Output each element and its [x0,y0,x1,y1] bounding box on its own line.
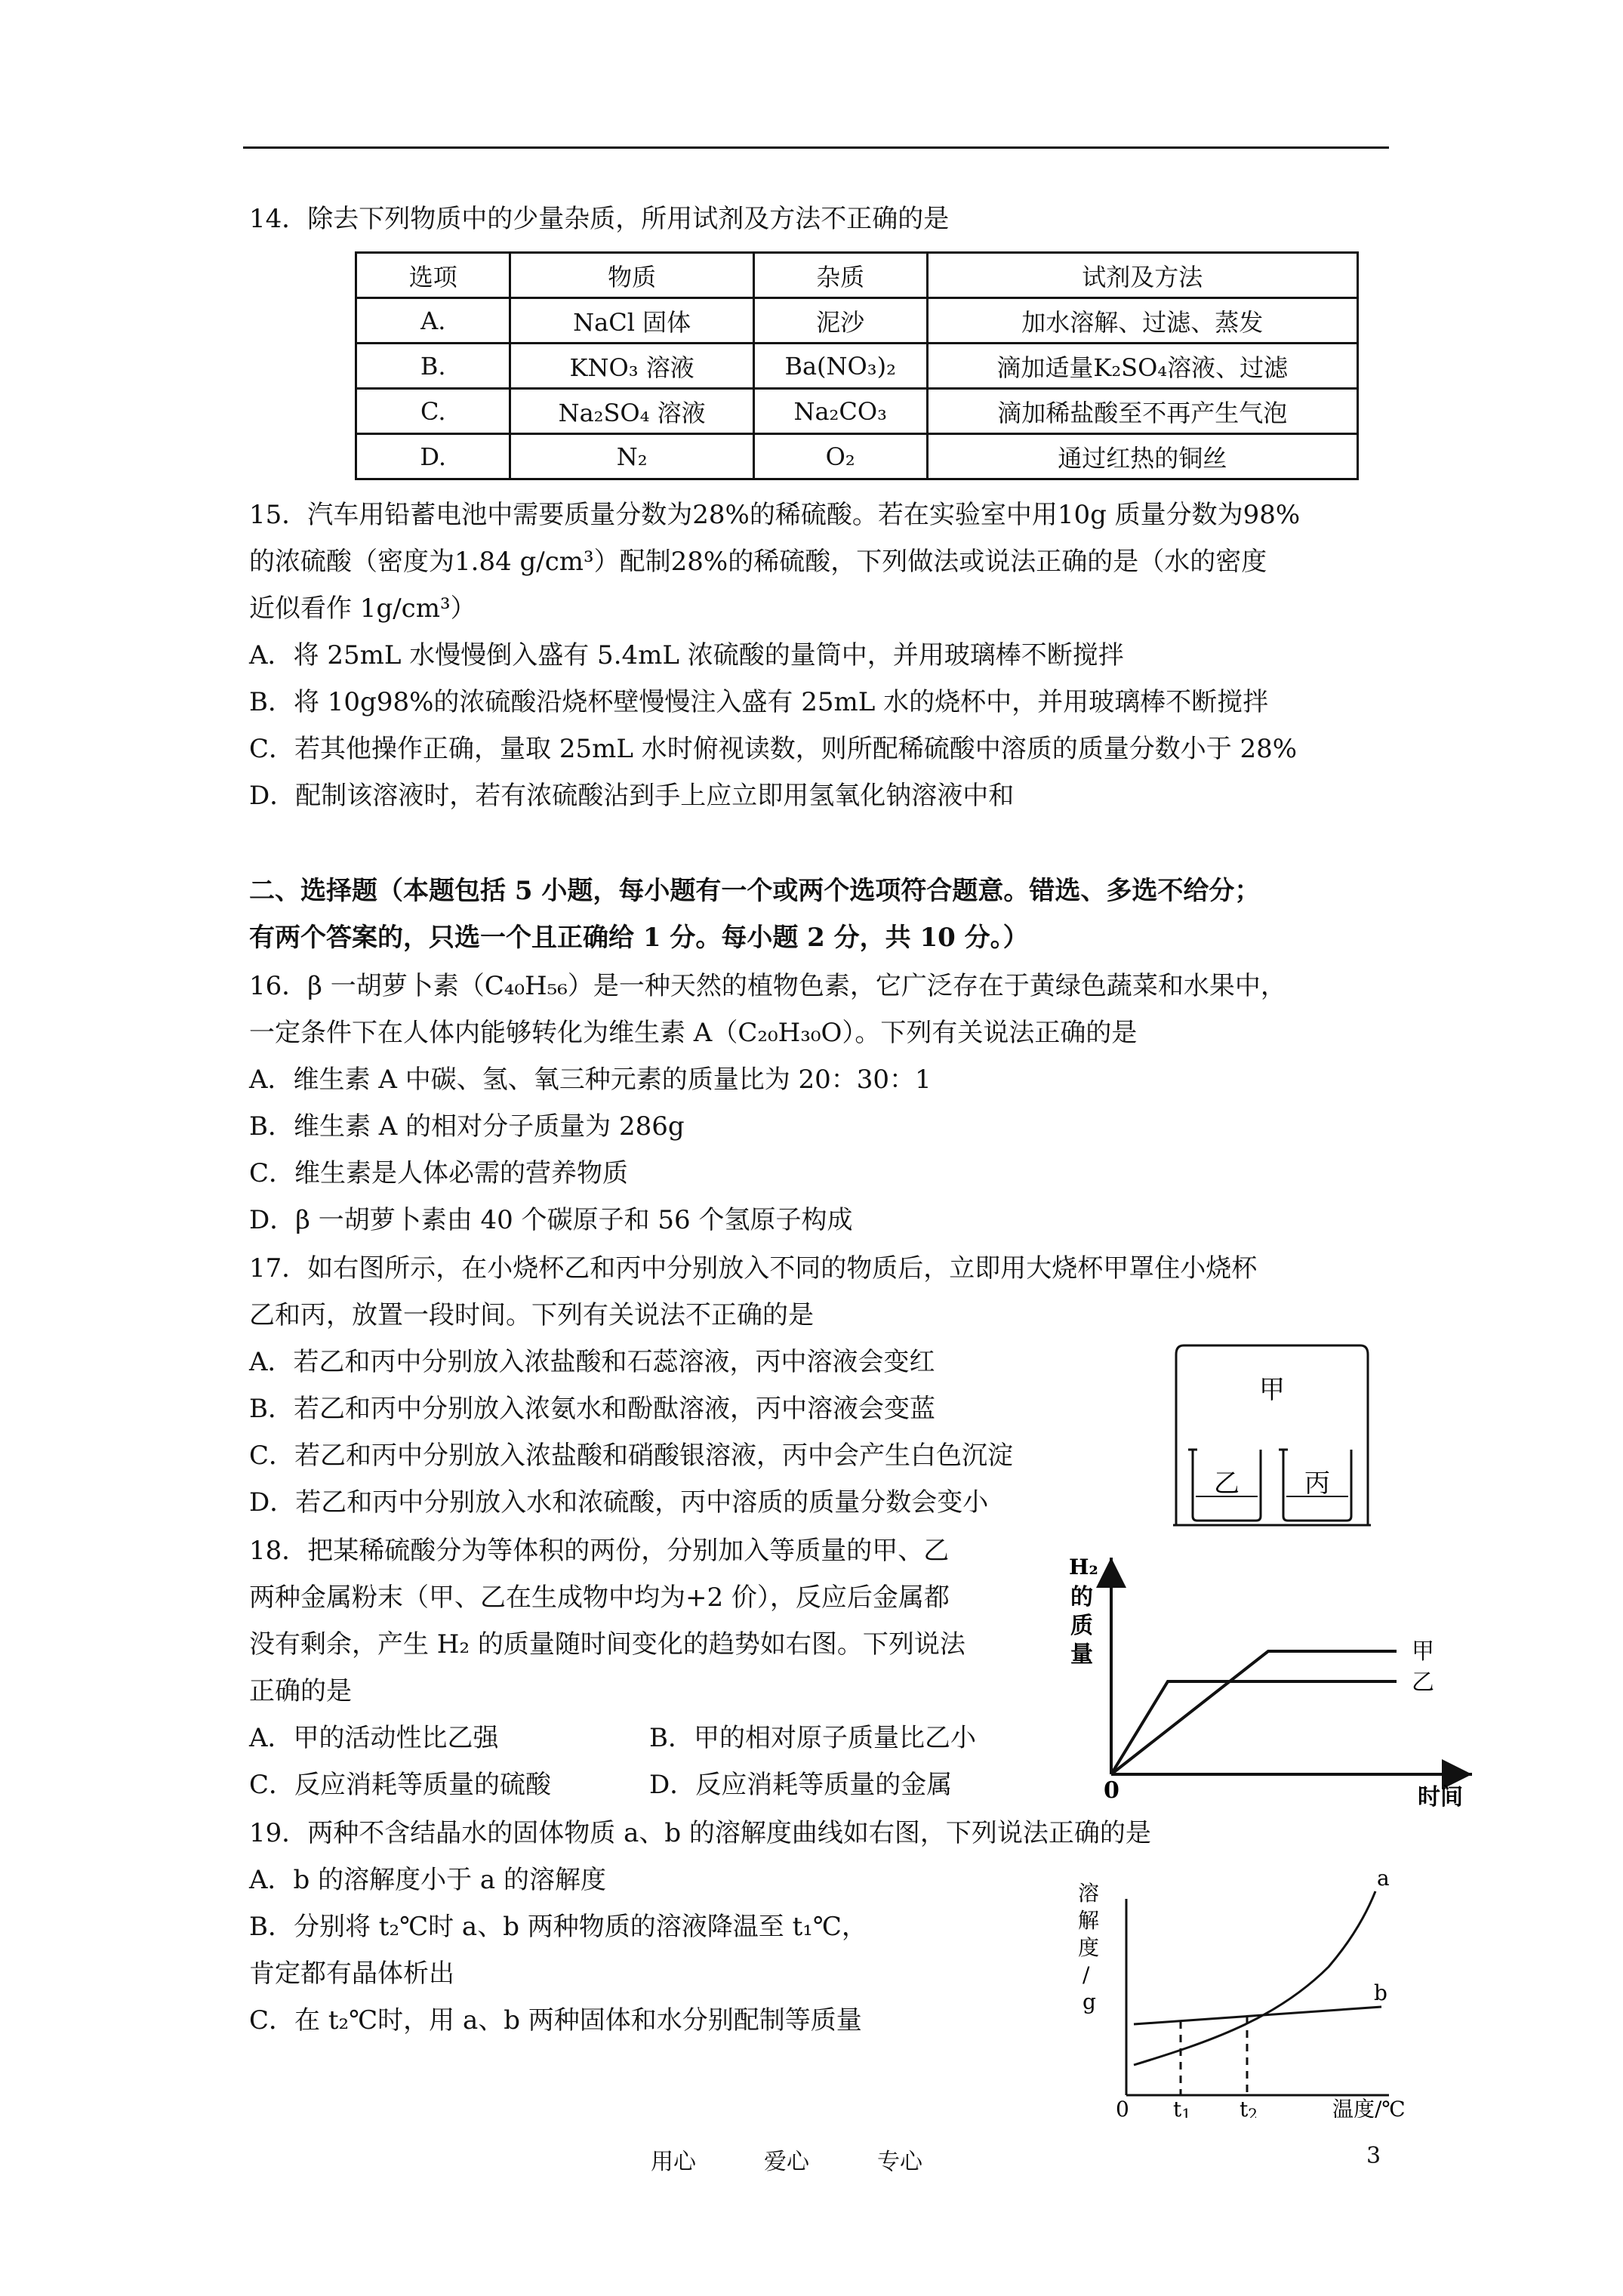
beaker-big-label: 甲 [1259,1375,1285,1405]
q16-option-b: B．维生素 A 的相对分子质量为 286g [249,1111,685,1142]
series-label-yi: 乙 [1412,1669,1434,1696]
beaker-figure [1163,1336,1381,1534]
q18-line: 两种金属粉末（甲、乙在生成物中均为+2 价），反应后金属都 [249,1583,950,1613]
q14-table [355,251,1359,480]
table-cell: 通过红热的铜丝 [927,434,1357,479]
table-cell: 滴加稀盐酸至不再产生气泡 [927,389,1357,434]
table-cell: C. [356,389,510,434]
q15-line: 15．汽车用铅蓄电池中需要质量分数为28%的稀硫酸。若在实验室中用10g 质量分数为98% [249,500,1301,530]
curve-b-label: b [1374,1980,1387,2005]
x-axis-label: 温度/℃ [1332,2097,1406,2118]
table-cell: 滴加适量K₂SO₄溶液、过滤 [927,344,1357,389]
q16-line: 一定条件下在人体内能够转化为维生素 A（C₂₀H₃₀O）。下列有关说法正确的是 [249,1018,1138,1048]
y-axis-label: 解 [1078,1908,1100,1933]
curve-a [1134,1891,1375,2065]
y-axis-label: 度 [1078,1935,1100,1960]
q19-option-a: A．b 的溶解度小于 a 的溶解度 [249,1865,607,1895]
table-header-cell: 杂质 [753,253,927,298]
y-axis-label: 的 [1070,1584,1093,1610]
section-heading: 二、选择题（本题包括 5 小题，每小题有一个或两个选项符合题意。错选、多选不给分； [249,876,1261,906]
q16-line: 16．β 一胡萝卜素（C₄₀H₅₆）是一种天然的植物色素，它广泛存在于黄绿色蔬菜和水果中， [249,971,1286,1001]
origin-label: 0 [1104,1777,1119,1804]
q17-line: 乙和丙，放置一段时间。下列有关说法不正确的是 [249,1300,814,1330]
table-header-cell: 选项 [356,253,510,298]
q19-option-b-cont: 肯定都有晶体析出 [249,1959,454,1989]
x-axis-label: 时间 [1418,1784,1463,1811]
table-header-row [356,253,1358,298]
table-cell: A. [356,298,510,344]
footer-left: 用心 [651,2149,696,2175]
table-cell: B. [356,344,510,389]
q19-line: 19．两种不含结晶水的固体物质 a、b 的溶解度曲线如右图，下列说法正确的是 [249,1818,1151,1848]
q15-line: 近似看作 1g/cm³） [249,593,476,624]
header-rule [243,146,1389,149]
q15-option-b: B．将 10g98%的浓硫酸沿烧杯壁慢慢注入盛有 25mL 水的烧杯中，并用玻璃棒不断搅拌 [249,687,1269,717]
q17-option-c: C．若乙和丙中分别放入浓盐酸和硝酸银溶液，丙中会产生白色沉淀 [249,1441,1014,1471]
table-cell: D. [356,434,510,479]
y-axis-label: H₂ [1069,1555,1098,1579]
table-cell: 泥沙 [753,298,927,344]
q18-option-c: C．反应消耗等质量的硫酸 [249,1770,552,1800]
h2-mass-graph [1064,1544,1487,1816]
beaker-right-label: 丙 [1304,1469,1330,1499]
q19-option-b: B．分别将 t₂℃时 a、b 两种物质的溶液降温至 t₁℃， [249,1912,867,1942]
table-row [356,298,1358,344]
table-header-cell: 物质 [510,253,753,298]
q18-option-a: A．甲的活动性比乙强 [249,1723,499,1753]
q17-line: 17．如右图所示，在小烧杯乙和丙中分别放入不同的物质后，立即用大烧杯甲罩住小烧杯 [249,1253,1258,1284]
page-number: 3 [1366,2143,1381,2169]
table-cell: Na₂CO₃ [753,389,927,434]
series-line-jia [1111,1651,1397,1774]
q15-option-c: C．若其他操作正确，量取 25mL 水时俯视读数，则所配稀硫酸中溶质的质量分数小于 28% [249,734,1298,764]
beaker-left-label: 乙 [1214,1469,1240,1499]
tick-t1: t1 [1173,2097,1191,2118]
table-header-cell: 试剂及方法 [927,253,1357,298]
table-row [356,389,1358,434]
table-row [356,344,1358,389]
solubility-graph [1072,1869,1434,2118]
q17-option-d: D．若乙和丙中分别放入水和浓硫酸，丙中溶质的质量分数会变小 [249,1487,989,1518]
table-cell: Na₂SO₄ 溶液 [510,389,753,434]
q18-line: 正确的是 [249,1676,352,1706]
q17-option-a: A．若乙和丙中分别放入浓盐酸和石蕊溶液，丙中溶液会变红 [249,1347,935,1377]
y-axis-label: g [1083,1989,1096,2014]
footer-mid: 爱心 [764,2149,809,2175]
q15-option-a: A．将 25mL 水慢慢倒入盛有 5.4mL 浓硫酸的量筒中，并用玻璃棒不断搅拌 [249,640,1124,670]
q14-stem: 14．除去下列物质中的少量杂质，所用试剂及方法不正确的是 [249,204,950,234]
footer-right: 专心 [877,2149,922,2175]
series-line-yi [1111,1681,1397,1774]
table-cell: NaCl 固体 [510,298,753,344]
q15-line: 的浓硫酸（密度为1.84 g/cm³）配制28%的稀硫酸，下列做法或说法正确的是（水的密度 [249,547,1267,577]
y-axis-label: 溶 [1078,1881,1100,1906]
q18-line: 没有剩余，产生 H₂ 的质量随时间变化的趋势如右图。下列说法 [249,1629,965,1660]
q18-option-b: B．甲的相对原子质量比乙小 [649,1723,976,1753]
origin-label: 0 [1116,2097,1129,2118]
section-heading: 有两个答案的，只选一个且正确给 1 分。每小题 2 分，共 10 分。） [249,923,1029,953]
table-cell: N₂ [510,434,753,479]
q19-option-c: C．在 t₂℃时，用 a、b 两种固体和水分别配制等质量 [249,2005,862,2036]
q16-option-c: C．维生素是人体必需的营养物质 [249,1158,629,1188]
curve-b [1134,2007,1381,2024]
table-cell: Ba(NO₃)₂ [753,344,927,389]
curve-a-label: a [1377,1869,1390,1891]
y-axis-label: 量 [1070,1641,1093,1668]
table-row [356,434,1358,479]
table-cell: 加水溶解、过滤、蒸发 [927,298,1357,344]
series-label-jia: 甲 [1412,1638,1434,1665]
q15-option-d: D．配制该溶液时，若有浓硫酸沾到手上应立即用氢氧化钠溶液中和 [249,781,1015,811]
tick-t2: t2 [1240,2097,1258,2118]
q16-option-a: A．维生素 A 中碳、氢、氧三种元素的质量比为 20：30：1 [249,1065,932,1095]
y-axis-label: / [1083,1962,1090,1987]
q16-option-d: D．β 一胡萝卜素由 40 个碳原子和 56 个氢原子构成 [249,1205,853,1235]
table-cell: KNO₃ 溶液 [510,344,753,389]
q17-option-b: B．若乙和丙中分别放入浓氨水和酚酞溶液，丙中溶液会变蓝 [249,1394,935,1424]
table-cell: O₂ [753,434,927,479]
q18-option-d: D．反应消耗等质量的金属 [649,1770,953,1800]
y-axis-label: 质 [1070,1613,1093,1639]
q18-line: 18．把某稀硫酸分为等体积的两份，分别加入等质量的甲、乙 [249,1536,950,1566]
